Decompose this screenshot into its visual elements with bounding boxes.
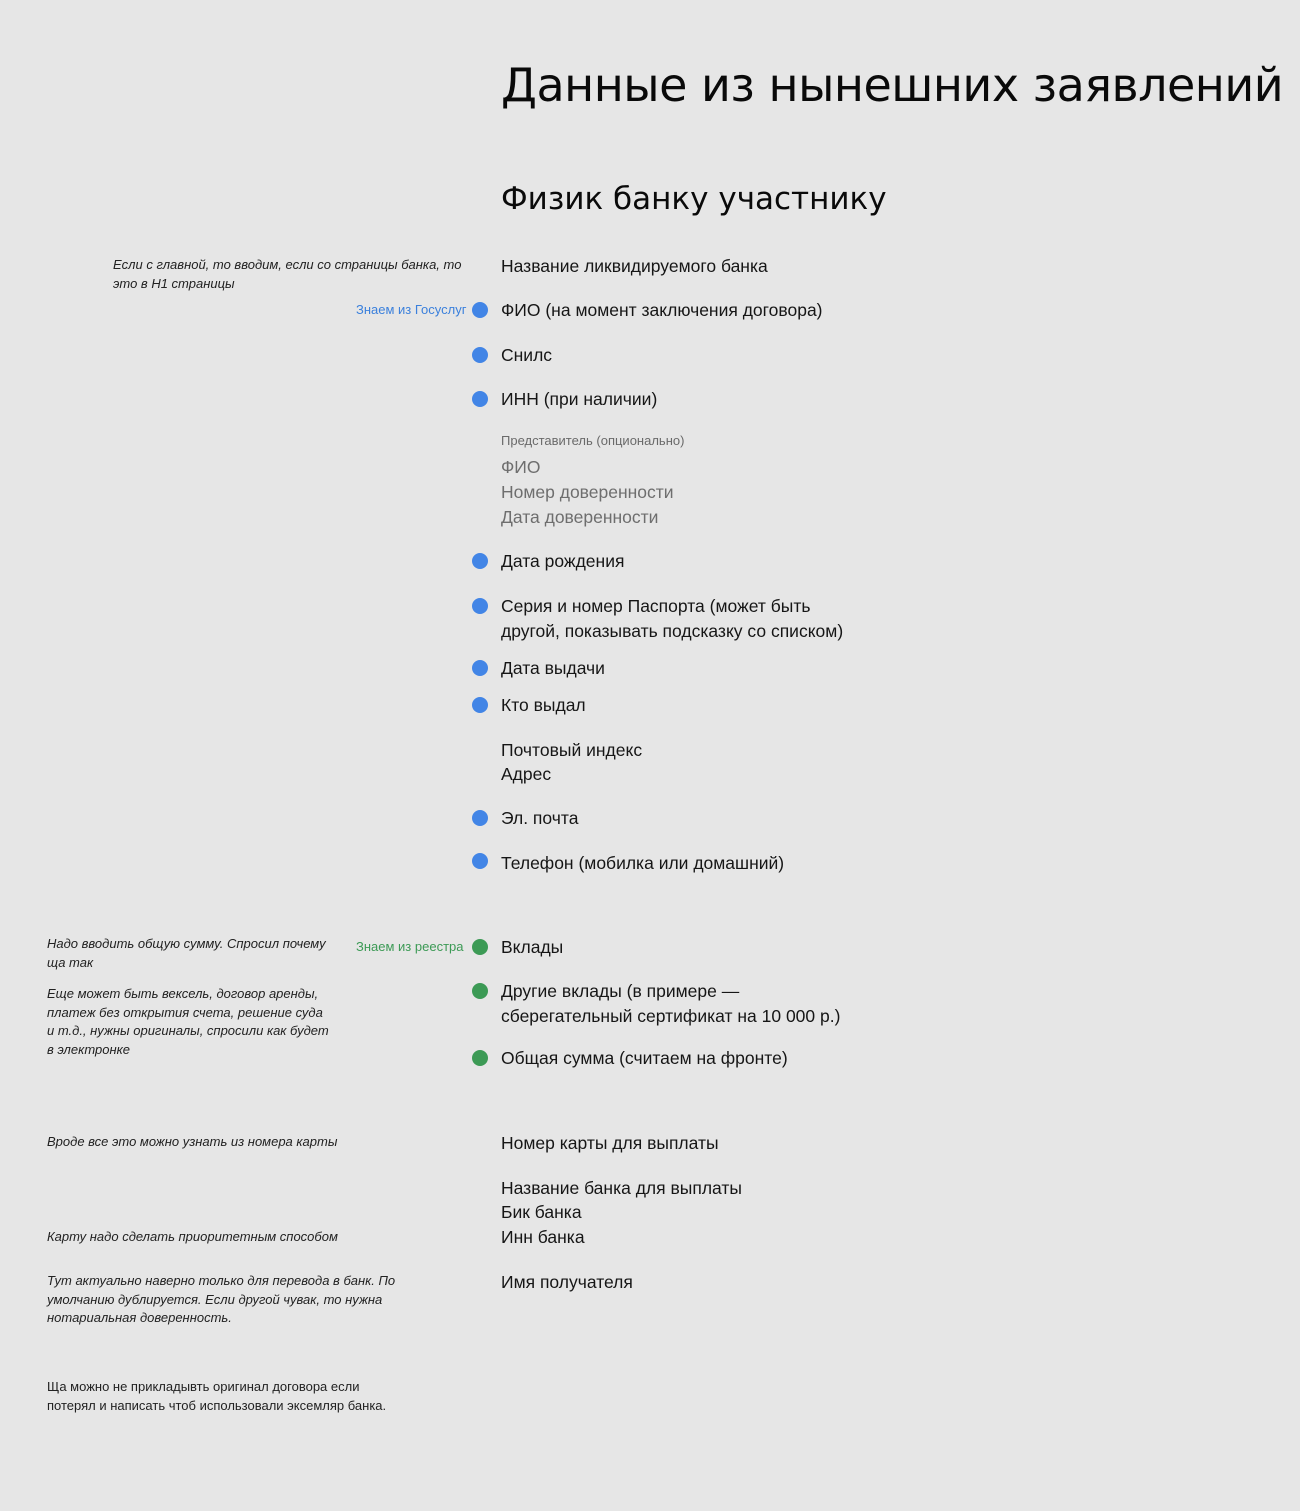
note-line: и т.д., нужны оригиналы, спросили как будет [47, 1023, 329, 1038]
note-line: платеж без открытия счета, решение суда [47, 1004, 323, 1020]
page-title: Данные из нынешних заявлений [501, 58, 1284, 112]
gosuslugi-dot-icon [472, 302, 488, 318]
note-line: Надо вводить общую сумму. Спросил почему [47, 936, 326, 951]
note-line: в электронке [47, 1041, 131, 1057]
field-other-deposits-line: сберегательный сертификат на 10 000 р.) [501, 1005, 841, 1026]
gosuslugi-dot-icon [472, 553, 488, 569]
tag-registry: Знаем из реестра [356, 939, 464, 954]
note-line: нотариальная доверенность. [47, 1310, 232, 1325]
field-other-deposits [501, 979, 840, 1028]
registry-dot-icon [472, 1050, 488, 1066]
field-address: Адрес [501, 764, 552, 784]
field-other-deposits-line: Другие вклады (в примере — [501, 981, 740, 1001]
field-poa-number: Номер доверенности [501, 482, 674, 502]
field-issue-date: Дата выдачи [501, 658, 605, 678]
note-line: Если с главной, то вводим, если со страницы банка, то [113, 257, 462, 272]
note-line: ща так [47, 954, 94, 970]
representative-label: Представитель (опционально) [501, 433, 685, 448]
registry-dot-icon [472, 939, 488, 955]
gosuslugi-dot-icon [472, 391, 488, 407]
note-line: Еще может быть вексель, договор аренды, [47, 986, 319, 1001]
field-bank-name: Название ликвидируемого банка [501, 256, 768, 276]
field-snils: Снилс [501, 345, 553, 365]
note-original-contract [47, 1378, 386, 1415]
field-fio: ФИО (на момент заключения договора) [501, 300, 823, 320]
field-issued-by: Кто выдал [501, 695, 586, 715]
field-poa-date: Дата доверенности [501, 507, 659, 527]
field-total-sum: Общая сумма (считаем на фронте) [501, 1048, 788, 1068]
field-bank-bik: Бик банка [501, 1202, 582, 1222]
gosuslugi-dot-icon [472, 697, 488, 713]
field-representative-fio: ФИО [501, 457, 541, 477]
field-payout-bank: Название банка для выплаты [501, 1178, 742, 1198]
gosuslugi-dot-icon [472, 347, 488, 363]
field-postal-code: Почтовый индекс [501, 740, 643, 760]
gosuslugi-dot-icon [472, 598, 488, 614]
tag-gosuslugi: Знаем из Госуслуг [356, 302, 467, 317]
section-title: Физик банку участнику [501, 181, 887, 217]
note-bank-name [113, 256, 461, 293]
field-bank-inn: Инн банка [501, 1227, 585, 1247]
gosuslugi-dot-icon [472, 660, 488, 676]
field-passport [501, 594, 843, 643]
note-line: это в H1 страницы [113, 275, 235, 291]
field-passport-line: другой, показывать подсказку со списком) [501, 620, 844, 641]
note-line: Тут актуально наверно только для перевода в банк. По [47, 1273, 396, 1288]
note-card: Вроде все это можно узнать из номера карты [47, 1134, 338, 1149]
field-birth-date: Дата рождения [501, 551, 625, 571]
note-line: потерял и написать чтоб использовали эксемляр банка. [47, 1397, 387, 1413]
note-line: Ща можно не прикладывть оригинал договора если [47, 1379, 360, 1394]
note-other-deposits [47, 985, 329, 1059]
note-recipient [47, 1272, 395, 1328]
registry-dot-icon [472, 983, 488, 999]
note-line: умолчанию дублируется. Если другой чувак, то нужна [47, 1291, 383, 1307]
field-card-number: Номер карты для выплаты [501, 1133, 719, 1153]
note-card-priority: Карту надо сделать приоритетным способом [47, 1229, 338, 1244]
field-recipient-name: Имя получателя [501, 1272, 633, 1292]
field-inn: ИНН (при наличии) [501, 389, 658, 409]
field-deposits: Вклады [501, 937, 564, 957]
field-passport-line: Серия и номер Паспорта (может быть [501, 596, 811, 616]
note-total-sum [47, 935, 326, 972]
field-phone: Телефон (мобилка или домашний) [501, 853, 785, 873]
gosuslugi-dot-icon [472, 810, 488, 826]
field-email: Эл. почта [501, 808, 579, 828]
gosuslugi-dot-icon [472, 853, 488, 869]
